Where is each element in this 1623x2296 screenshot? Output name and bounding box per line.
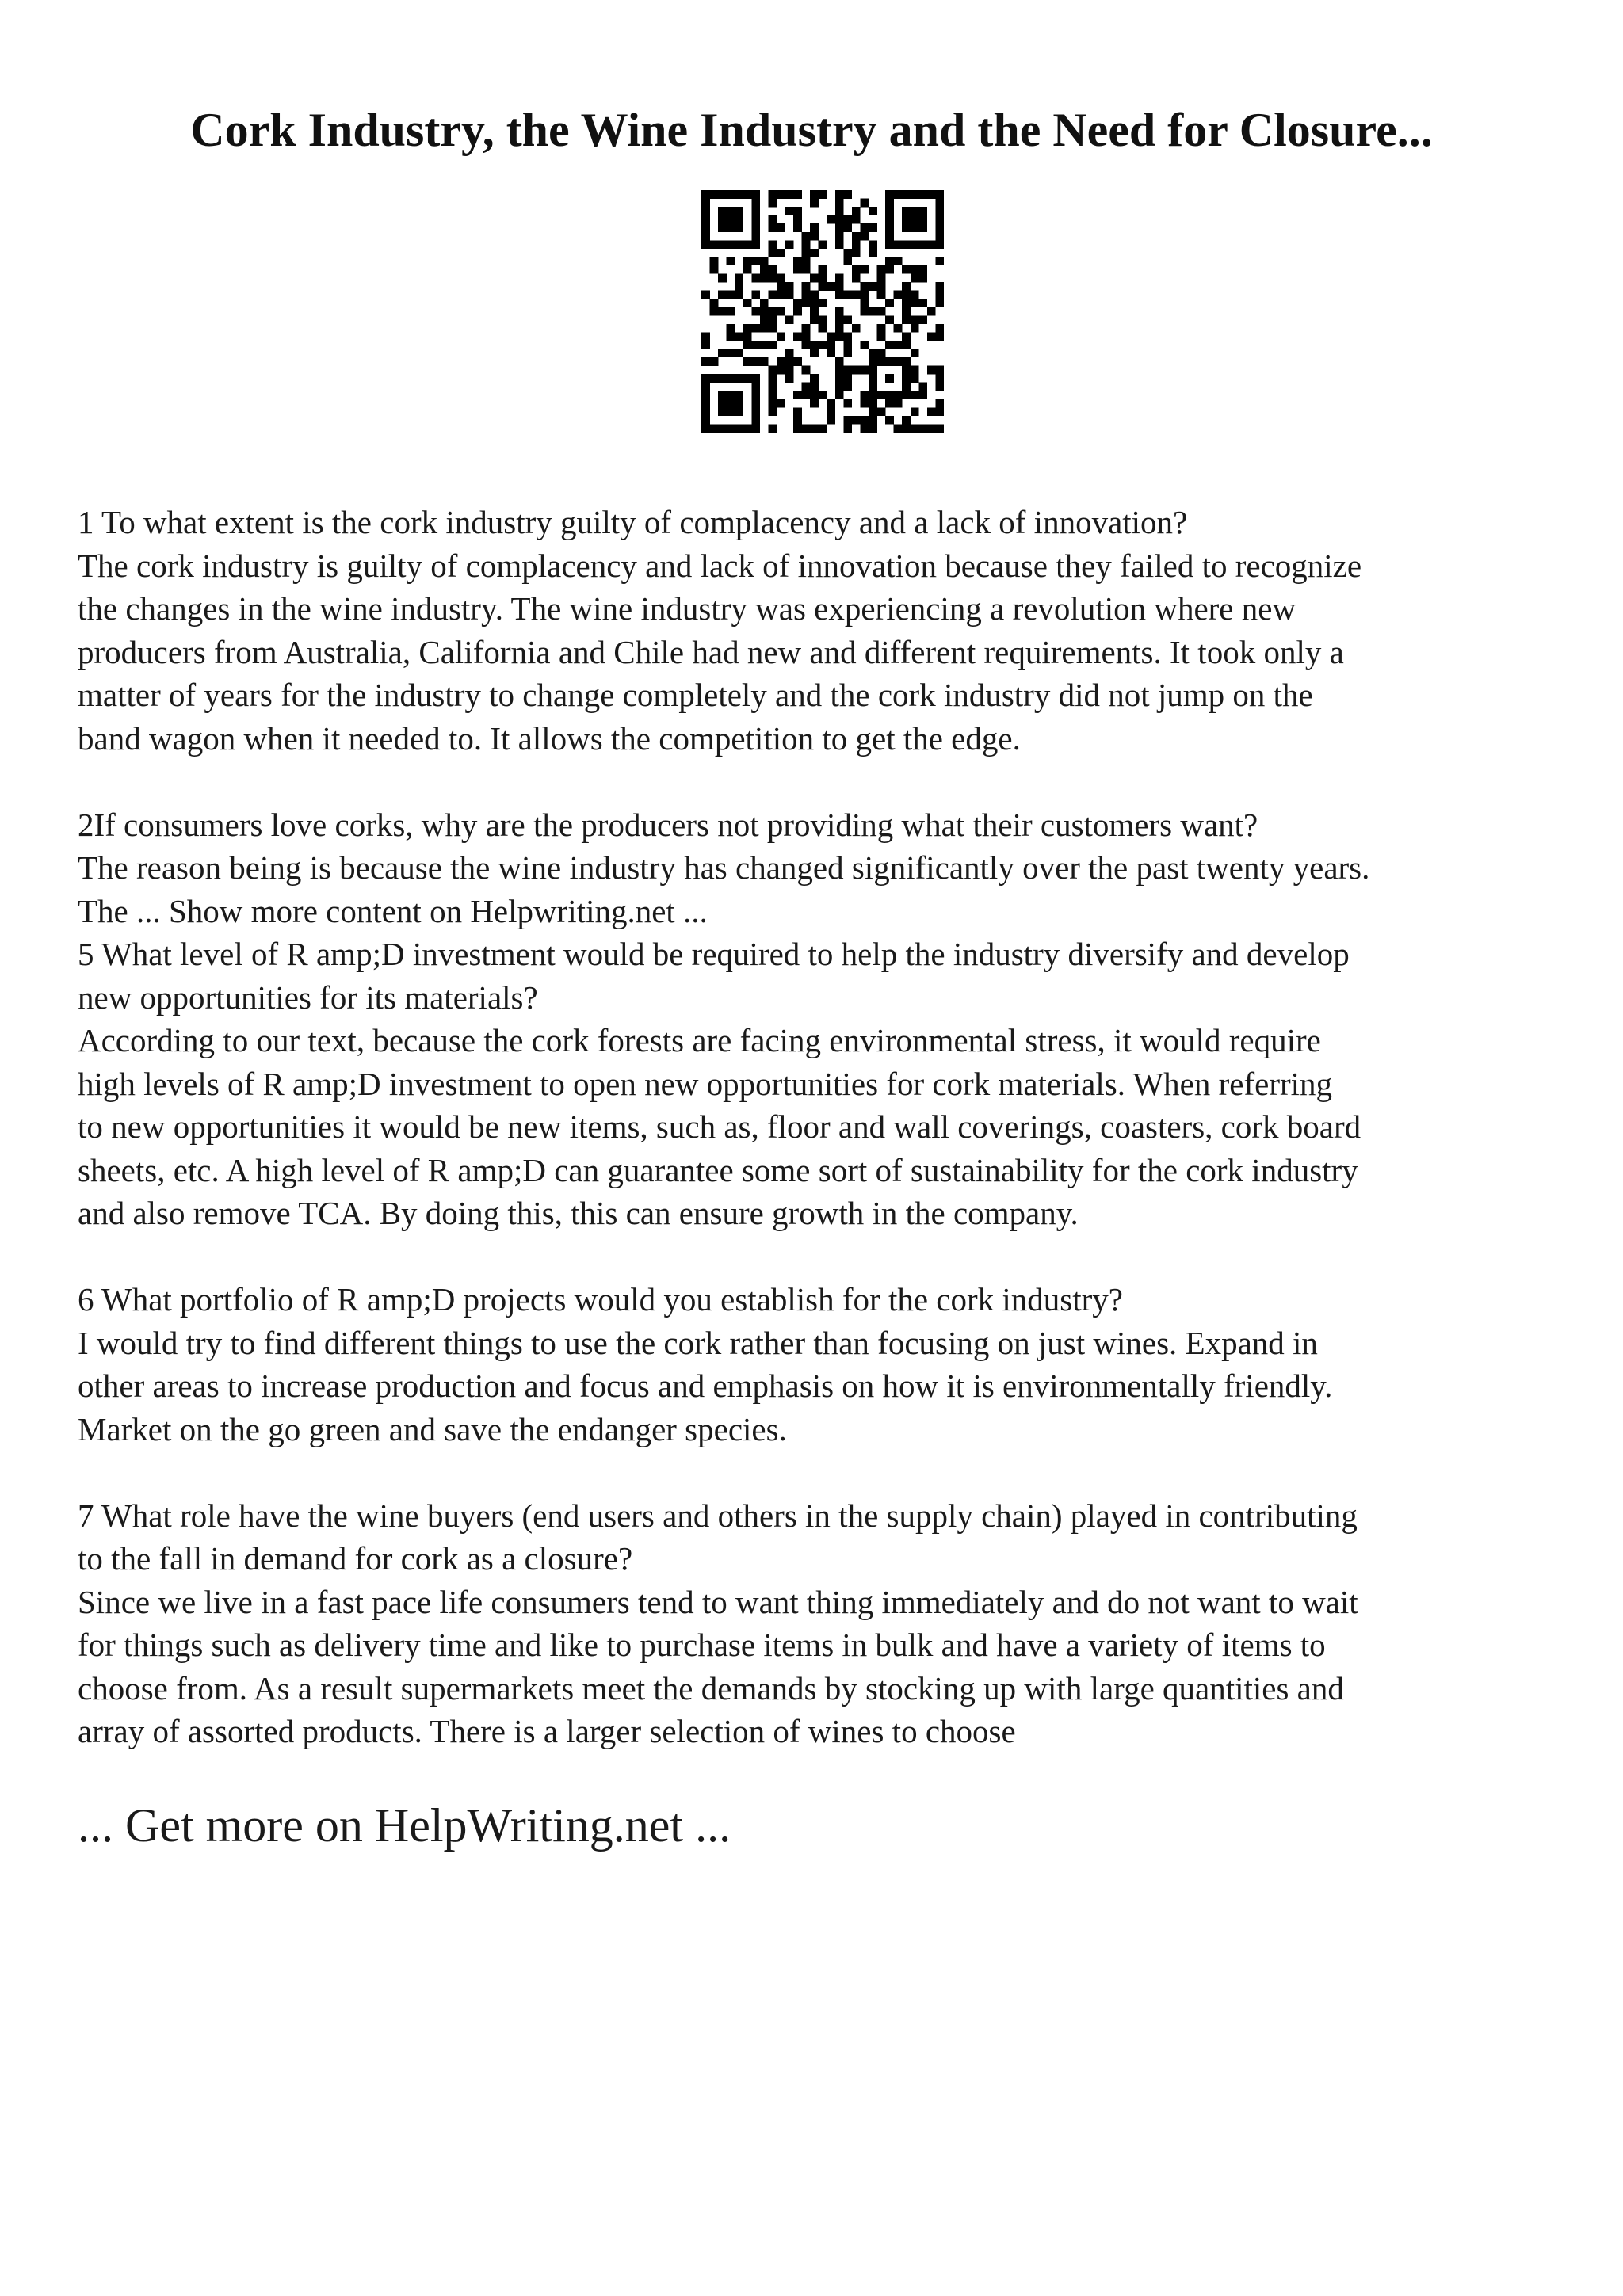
body-line: array of assorted products. There is a larger selection of wines to choose: [78, 1713, 1016, 1749]
body-line: 1 To what extent is the cork industry guilty of complacency and a lack of innovation?: [78, 504, 1188, 540]
body-line: Since we live in a fast pace life consumers tend to want thing immediately and do not want to wait: [78, 1583, 1358, 1620]
body-line: 6 What portfolio of R amp;D projects would you establish for the cork industry?: [78, 1281, 1123, 1318]
paragraph-gap: [78, 1451, 1560, 1494]
body-line: producers from Australia, California and Chile had new and different requirements. It took only a: [78, 633, 1344, 670]
body-line: new opportunities for its materials?: [78, 978, 538, 1016]
body-line: The ... Show more content on Helpwriting.net ...: [78, 892, 708, 929]
body-line: I would try to find different things to use the cork rather than focusing on just wines. Expand in: [78, 1324, 1318, 1361]
body-line: and also remove TCA. By doing this, this can ensure growth in the company.: [78, 1195, 1079, 1231]
body-line: for things such as delivery time and like to purchase items in bulk and have a variety of items to: [78, 1627, 1326, 1663]
document-title: Cork Industry, the Wine Industry and the Need for Closure...: [190, 104, 1433, 156]
get-more-link[interactable]: ... Get more on HelpWriting.net ...: [78, 1799, 731, 1852]
body-line: high levels of R amp;D investment to open new opportunities for cork materials. When referring: [78, 1065, 1333, 1102]
body-line: The cork industry is guilty of complacency and lack of innovation because they failed to recognize: [78, 547, 1362, 584]
body-line: 5 What level of R amp;D investment would be required to help the industry diversify and develop: [78, 936, 1350, 972]
body-line: band wagon when it needed to. It allows the competition to get the edge.: [78, 719, 1021, 757]
body-line: to new opportunities it would be new items, such as, floor and wall coverings, coasters, cork board: [78, 1108, 1361, 1145]
body-line: 2If consumers love corks, why are the producers not providing what their customers want?: [78, 806, 1258, 843]
body-line: The reason being is because the wine industry has changed significantly over the past twenty years.: [78, 849, 1370, 886]
document-body: [78, 501, 1560, 1753]
body-line: sheets, etc. A high level of R amp;D can guarantee some sort of sustainability for the cork industry: [78, 1151, 1358, 1188]
paragraph-gap: [78, 1235, 1560, 1279]
qr-code: [701, 190, 944, 433]
body-line: other areas to increase production and focus and emphasis on how it is environmentally friendly.: [78, 1367, 1333, 1404]
body-line: the changes in the wine industry. The wine industry was experiencing a revolution where new: [78, 590, 1296, 627]
body-line: matter of years for the industry to change completely and the cork industry did not jump on the: [78, 677, 1313, 713]
body-line: to the fall in demand for cork as a closure?: [78, 1540, 633, 1577]
paragraph-gap: [78, 760, 1560, 803]
body-line: Market on the go green and save the endanger species.: [78, 1410, 787, 1447]
body-line: 7 What role have the wine buyers (end users and others in the supply chain) played in contributing: [78, 1497, 1358, 1534]
body-line: According to our text, because the cork forests are facing environmental stress, it would require: [78, 1022, 1321, 1058]
body-line: choose from. As a result supermarkets meet the demands by stocking up with large quantities and: [78, 1669, 1344, 1707]
